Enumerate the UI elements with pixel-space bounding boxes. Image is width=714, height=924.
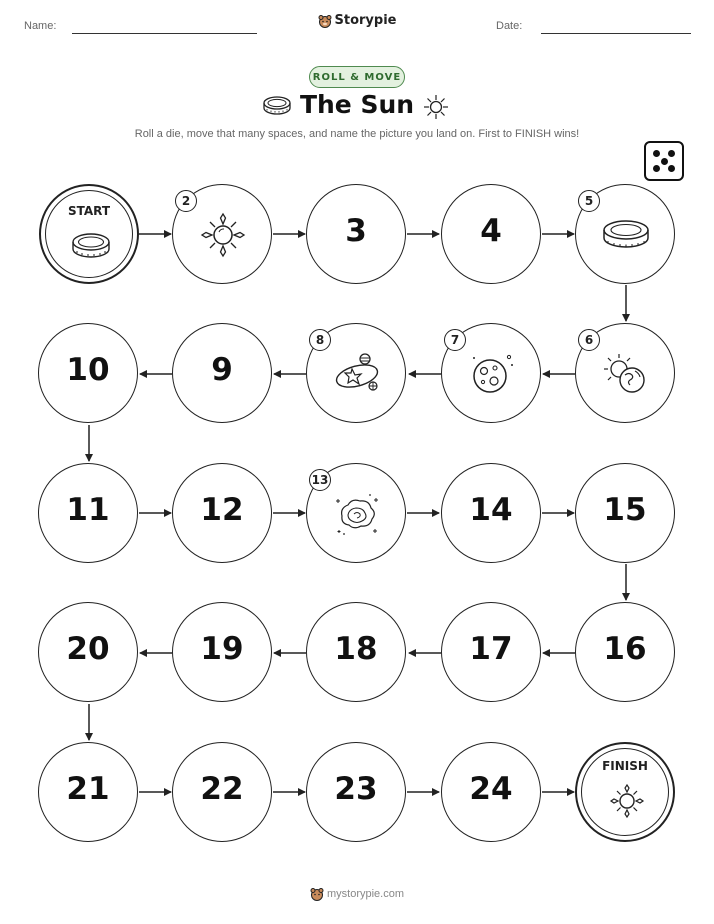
space-number: 14 (469, 492, 513, 528)
space-13[interactable] (306, 463, 406, 563)
space-number: 16 (603, 631, 647, 667)
footer (0, 887, 714, 901)
sun-icon (198, 210, 248, 260)
coin-icon (68, 228, 114, 268)
space-number: 24 (469, 771, 513, 807)
space-number: 6 (578, 329, 600, 351)
space-number: 18 (334, 631, 378, 667)
start-label: START (67, 204, 111, 218)
space-number: 19 (200, 631, 244, 667)
space-number: 20 (66, 631, 110, 667)
space-number: 12 (200, 492, 244, 528)
space-number: 11 (66, 492, 110, 528)
space-3[interactable] (306, 184, 406, 284)
space-number: 4 (480, 213, 502, 249)
moon-icon (467, 349, 517, 399)
space-10[interactable] (38, 323, 138, 423)
space-number: 21 (66, 771, 110, 807)
space-14[interactable] (441, 463, 541, 563)
finish-label: FINISH (602, 759, 648, 773)
space-number: 23 (334, 771, 378, 807)
space-number: 2 (175, 190, 197, 212)
space-4[interactable] (441, 184, 541, 284)
nebula-icon (332, 489, 382, 539)
space-number: 7 (444, 329, 466, 351)
space-21[interactable] (38, 742, 138, 842)
space-22[interactable] (172, 742, 272, 842)
space-number: 9 (211, 352, 233, 388)
space-8[interactable] (306, 323, 406, 423)
space-5[interactable] (575, 184, 675, 284)
sun-earth-icon (601, 349, 651, 399)
footer-url[interactable]: mystorypie.com (326, 887, 405, 900)
space-12[interactable] (172, 463, 272, 563)
space-15[interactable] (575, 463, 675, 563)
space-11[interactable] (38, 463, 138, 563)
space-6[interactable] (575, 323, 675, 423)
space-2[interactable] (172, 184, 272, 284)
instructions: Roll a die, move that many spaces, and name the picture you land on. First to FINISH wins! (134, 128, 580, 140)
space-20[interactable] (38, 602, 138, 702)
space-9[interactable] (172, 323, 272, 423)
space-number: 8 (309, 329, 331, 351)
name-label: Name: (24, 20, 57, 32)
space-23[interactable] (306, 742, 406, 842)
space-number: 3 (345, 213, 367, 249)
space-number: 15 (603, 492, 647, 528)
brand-name: Storypie (334, 13, 397, 28)
space-19[interactable] (172, 602, 272, 702)
space-number: 5 (578, 190, 600, 212)
space-7[interactable] (441, 323, 541, 423)
space-number: 13 (309, 469, 331, 491)
date-label: Date: (496, 20, 523, 32)
start-space[interactable] (39, 184, 139, 284)
solar-system-icon (332, 349, 382, 399)
storypie-logo-icon (310, 887, 324, 901)
space-16[interactable] (575, 602, 675, 702)
space-number: 17 (469, 631, 513, 667)
space-18[interactable] (306, 602, 406, 702)
space-number: 22 (200, 771, 244, 807)
space-17[interactable] (441, 602, 541, 702)
coin-icon (601, 210, 651, 260)
sun-icon (608, 782, 646, 820)
space-number: 10 (66, 352, 110, 388)
activity-badge: ROLL & MOVE (309, 66, 405, 88)
page-title: The Sun (299, 90, 415, 119)
finish-space[interactable] (575, 742, 675, 842)
space-24[interactable] (441, 742, 541, 842)
